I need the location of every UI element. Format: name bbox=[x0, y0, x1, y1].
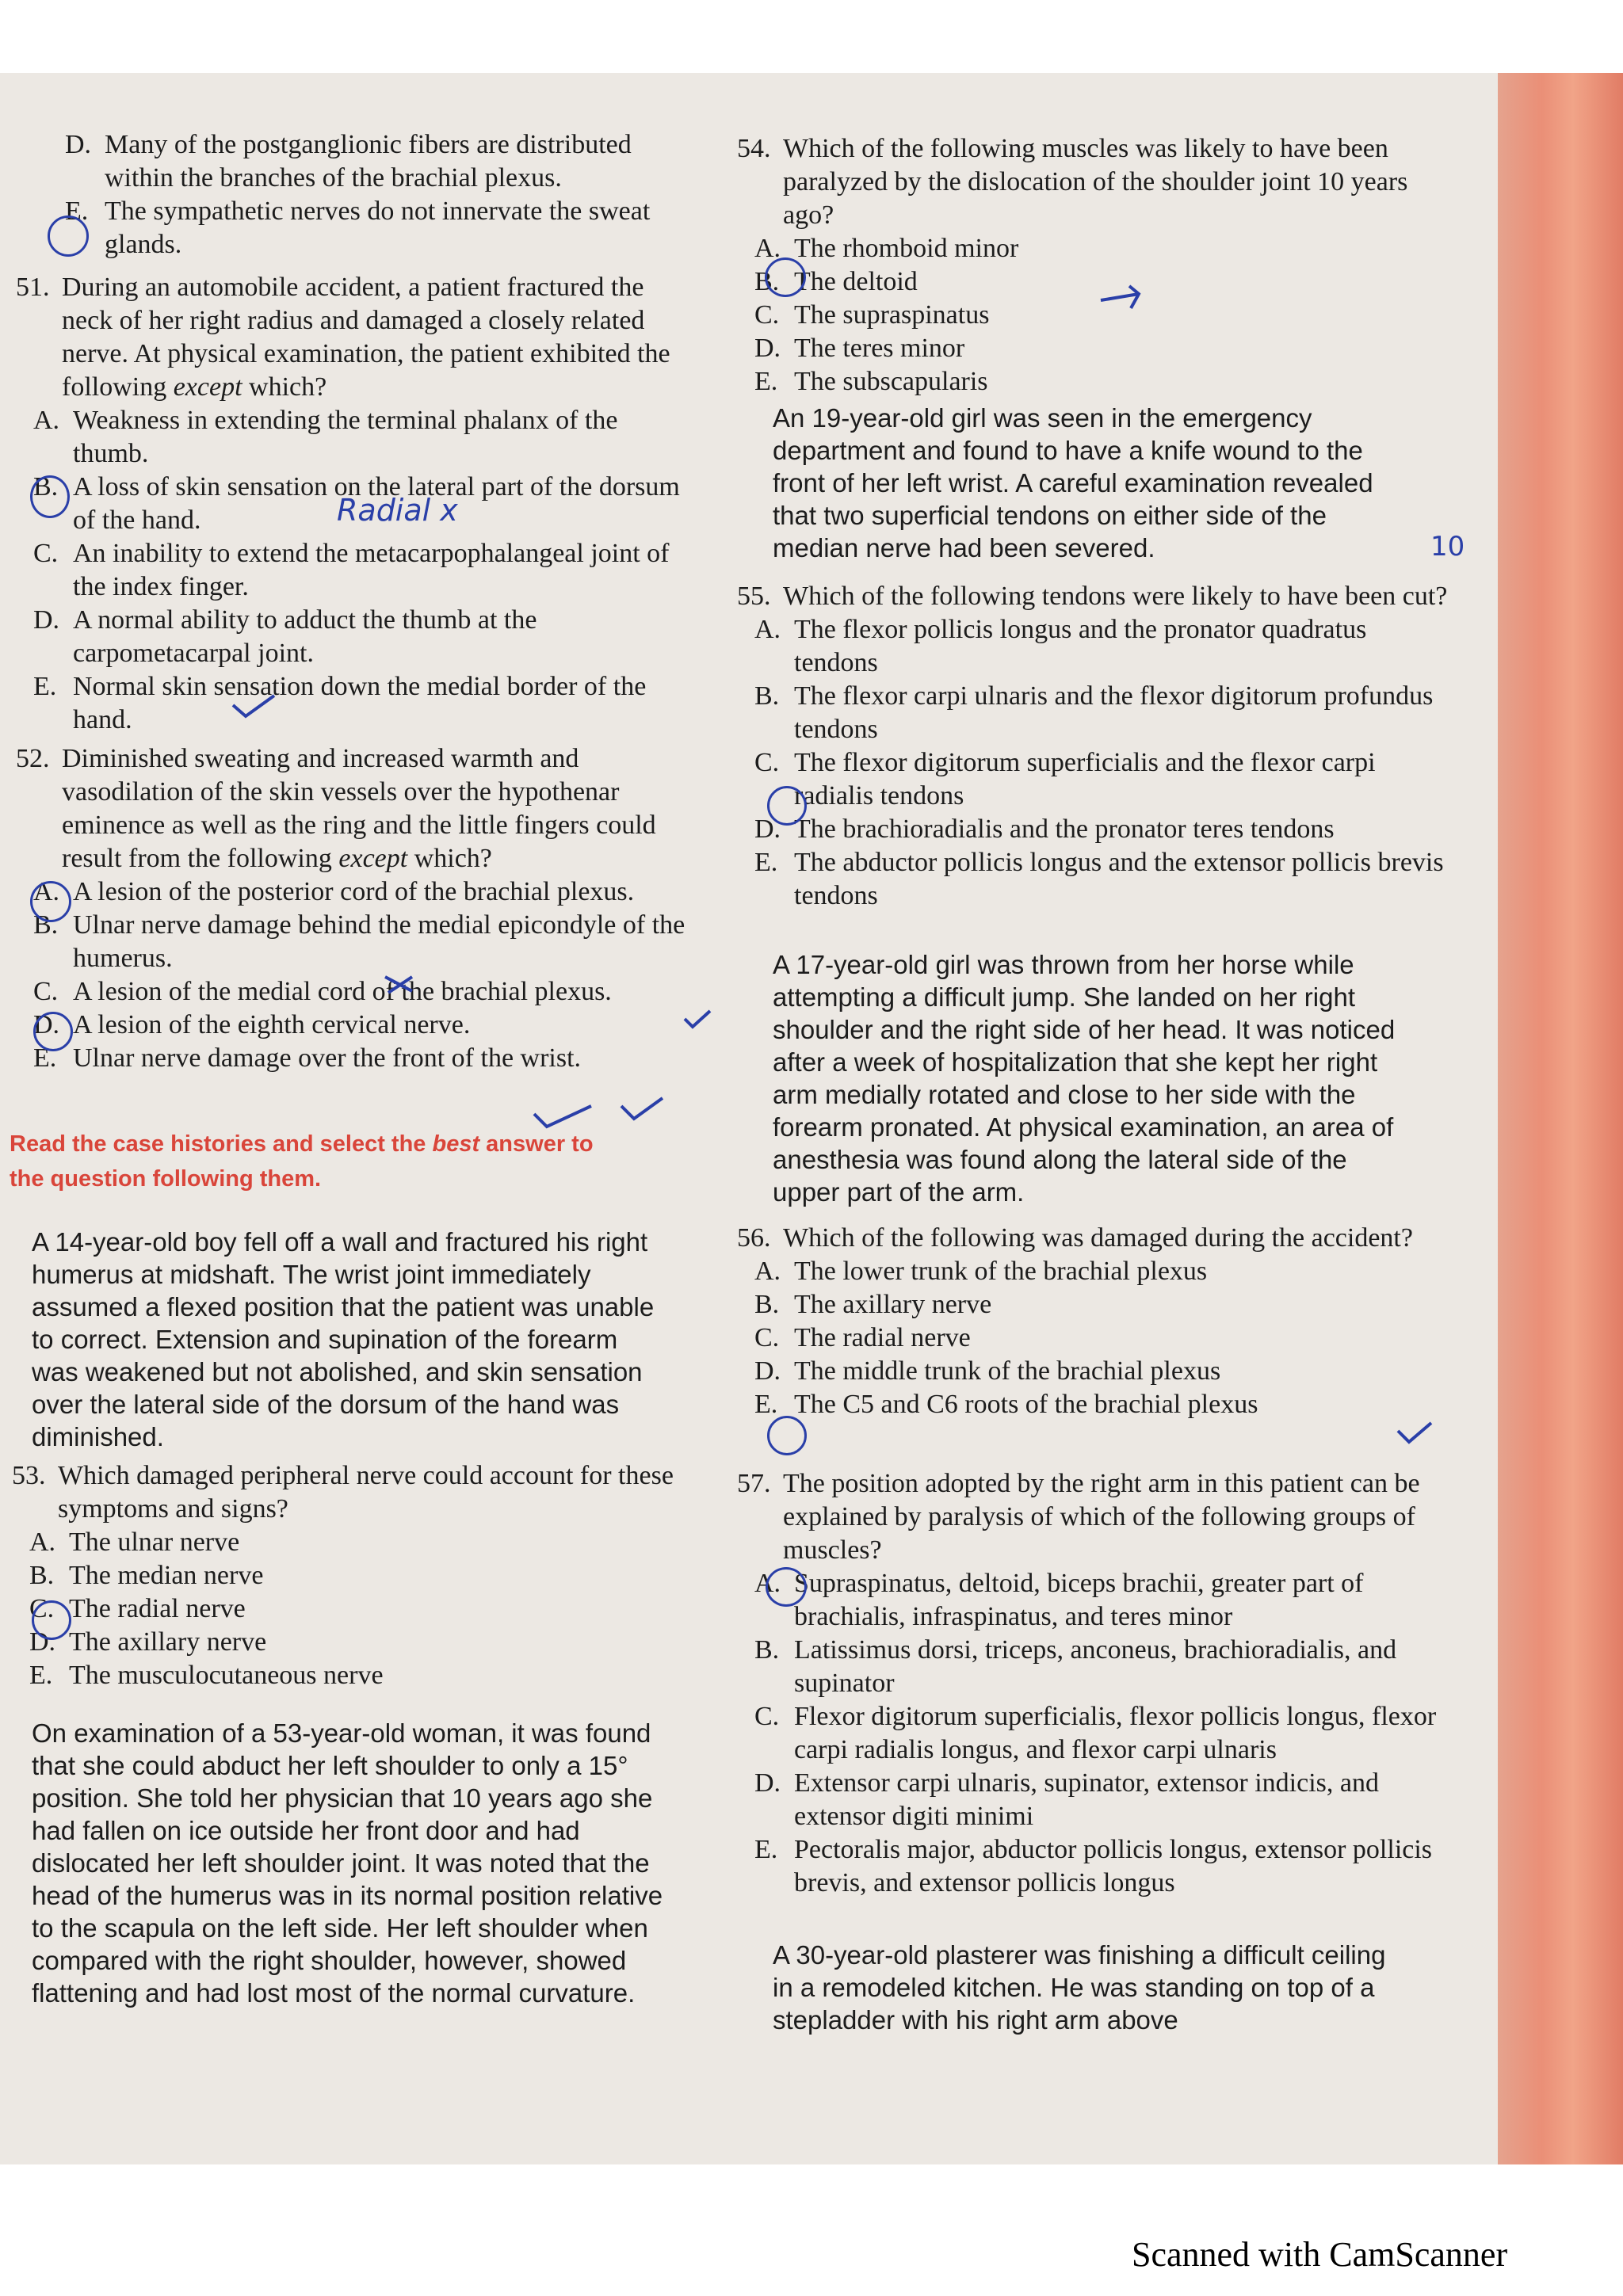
q51-option-c: C. An inability to extend the metacarpophalangeal joint of the index finger. bbox=[33, 539, 670, 601]
case-history-5: A 30-year-old plasterer was finishing a difficult ceiling in a remodeled kitchen. He was standing on top of a stepladder with his right arm above bbox=[773, 1940, 1386, 2035]
q54-option-c: C. The supraspinatus bbox=[754, 300, 990, 330]
check-mark-icon bbox=[618, 1095, 666, 1127]
q57-option-b: B. Latissimus dorsi, triceps, anconeus, brachioradialis, and supinator bbox=[754, 1635, 1397, 1698]
question-54-stem: Which of the following muscles was likely to have been paralyzed by the dislocation of the shoulder joint 10 years ago? bbox=[783, 134, 1408, 230]
case-history-4: A 17-year-old girl was thrown from her horse while attempting a difficult jump. She landed on her right shoulder and the right side of her head. It was noticed after a week of hospitalization that she kept her right arm medially rotated and close to her side with the forearm pronated. At physical examination, an area of anesthesia was found along the lateral side of the upper part of the arm. bbox=[773, 950, 1396, 1207]
check-mark-icon bbox=[1395, 1420, 1434, 1447]
q56-option-a: A. The lower trunk of the brachial plexus bbox=[754, 1257, 1208, 1286]
cross-mark-icon bbox=[380, 972, 420, 996]
q56-option-e: E. The C5 and C6 roots of the brachial plexus bbox=[754, 1390, 1258, 1419]
question-55: 55. Which of the following tendons were likely to have been cut? A. The flexor pollicis longus and the pronator quadratus tendons B. The flexor carpi ulnaris and the flexor digitorum profundus tendons C. The flexor digitorum superficialis and the flexor carpi radialis tendons D. The brachioradialis and the pronator teres tendons E. The abductor pollicis longus and the extensor pollicis brevis tendons bbox=[737, 580, 1450, 913]
handwritten-note-radial: Radial x bbox=[337, 493, 458, 528]
q51-option-a: A. Weakness in extending the terminal phalanx of the thumb. bbox=[33, 406, 618, 468]
scanned-page bbox=[0, 73, 1498, 2164]
q57-option-c: C. Flexor digitorum superficialis, flexor pollicis longus, flexor carpi radialis longus, and flexor carpi ulnaris bbox=[754, 1702, 1437, 1764]
question-57: 57. The position adopted by the right arm in this patient can be explained by paralysis of which of the following groups of muscles? A. Supraspinatus, deltoid, biceps brachii, greater part of brachialis, infraspinatus, and teres minor B. Latissimus dorsi, triceps, anconeus, brachioradialis, and supinator C. Flexor digitorum superficialis, flexor pollicis longus, flexor carpi radialis longus, and flexor carpi ulnaris D. Extensor carpi ulnaris, supinator, extensor indicis, and extensor digiti minimi E. Pectoralis major, abductor pollicis longus, extensor pollicis brevis, and extensor pollicis longus bbox=[737, 1467, 1450, 1900]
case-history-1: A 14-year-old boy fell off a wall and fractured his right humerus at midshaft. The wrist joint immediately assumed a flexed position that the patient was unable to correct. Extension and supination of the forearm was weakened but not abolished, and skin sensation over the lateral side of the dorsum of the hand was diminished. bbox=[32, 1227, 655, 1451]
question-56: 56. Which of the following was damaged during the accident? A. The lower trunk of the brachial plexus B. The axillary nerve C. The radial nerve D. The middle trunk of the brachial plexus E. The C5 and C6 roots of the brachial plexus bbox=[737, 1222, 1450, 1421]
q53-option-d: D. The axillary nerve bbox=[29, 1627, 267, 1657]
check-mark-icon bbox=[531, 1103, 594, 1135]
question-55-stem: Which of the following tendons were likely to have been cut? bbox=[783, 582, 1448, 611]
q54-option-e: E. The subscapularis bbox=[754, 367, 988, 396]
question-52-stem: Diminished sweating and increased warmth and vasodilation of the skin vessels over the hypothenar eminence as well as the ring and the little fingers could result from the following except which? bbox=[62, 744, 656, 873]
question-54: 54. Which of the following muscles was likely to have been paralyzed by the dislocation of the shoulder joint 10 years ago? A. The rhomboid minor B. The deltoid C. The supraspinatus D. The teres minor E. The subscapularis bbox=[737, 132, 1450, 399]
handwritten-margin-note: 10 bbox=[1430, 531, 1465, 563]
q57-option-e: E. Pectoralis major, abductor pollicis longus, extensor pollicis brevis, and extensor pollicis longus bbox=[754, 1835, 1433, 1897]
q52-option-c: C. A lesion of the medial cord of the brachial plexus. bbox=[33, 977, 612, 1006]
answer-circle-q52-c bbox=[33, 1012, 73, 1051]
answer-circle-q51 bbox=[30, 475, 70, 518]
q53-option-c: C. The radial nerve bbox=[29, 1594, 246, 1623]
q52-option-a: A. A lesion of the posterior cord of the brachial plexus. bbox=[33, 877, 635, 906]
q50-tail bbox=[48, 128, 682, 261]
q51-option-e: E. Normal skin sensation down the medial border of the hand. bbox=[33, 672, 647, 734]
answer-circle-q57 bbox=[766, 1567, 807, 1607]
book-page-edge bbox=[1498, 73, 1623, 2164]
q55-option-d: D. The brachioradialis and the pronator teres tendons bbox=[754, 814, 1335, 844]
answer-circle-q56 bbox=[767, 1416, 807, 1455]
question-53-stem: Which damaged peripheral nerve could account for these symptoms and signs? bbox=[58, 1461, 674, 1524]
q53-option-a: A. The ulnar nerve bbox=[29, 1527, 240, 1557]
case-history-3: An 19-year-old girl was seen in the emergency department and found to have a knife wound to the front of her left wrist. A careful examination revealed that two superficial tendons on either side of the median nerve had been severed. bbox=[773, 403, 1373, 563]
q50-option-d: D. Many of the postganglionic fibers are distributed within the branches of the brachial plexus. bbox=[65, 130, 632, 193]
check-mark-icon bbox=[682, 1008, 713, 1032]
question-51-stem: During an automobile accident, a patient fractured the neck of her right radius and damaged a closely related nerve. At physical examination, the patient exhibited the following except which? bbox=[62, 273, 670, 402]
q52-option-b: B. Ulnar nerve damage behind the medial epicondyle of the humerus. bbox=[33, 910, 685, 973]
q56-option-b: B. The axillary nerve bbox=[754, 1290, 992, 1319]
q53-option-e: E. The musculocutaneous nerve bbox=[29, 1661, 384, 1690]
q52-option-d: D. A lesion of the eighth cervical nerve. bbox=[33, 1010, 471, 1039]
q54-option-a: A. The rhomboid minor bbox=[754, 234, 1019, 263]
q56-option-d: D. The middle trunk of the brachial plexus bbox=[754, 1356, 1221, 1386]
question-56-stem: Which of the following was damaged during the accident? bbox=[783, 1223, 1413, 1253]
answer-circle-q52 bbox=[30, 881, 71, 922]
answer-circle-q50 bbox=[48, 215, 89, 257]
q57-option-a: A. Supraspinatus, deltoid, biceps brachii, greater part of brachialis, infraspinatus, and teres minor bbox=[754, 1569, 1364, 1631]
q57-option-d: D. Extensor carpi ulnaris, supinator, extensor indicis, and extensor digiti minimi bbox=[754, 1768, 1379, 1831]
q55-option-b: B. The flexor carpi ulnaris and the flexor digitorum profundus tendons bbox=[754, 681, 1434, 744]
q50-option-e: E. The sympathetic nerves do not innervate the sweat glands. bbox=[65, 196, 651, 259]
q55-option-e: E. The abductor pollicis longus and the extensor pollicis brevis tendons bbox=[754, 848, 1444, 910]
question-52: 52. Diminished sweating and increased warmth and vasodilation of the skin vessels over the hypothenar eminence as well as the ring and the little fingers could result from the following except which? A. A lesion of the posterior cord of the brachial plexus. B. Ulnar nerve damage behind the medial epicondyle of the humerus. C. A lesion of the medial cord of the brachial plexus. D. A lesion of the eighth cervical nerve. E. Ulnar nerve damage over the front of the wrist. bbox=[16, 742, 685, 1075]
q52-option-e: E. Ulnar nerve damage over the front of the wrist. bbox=[33, 1043, 582, 1073]
q53-option-b: B. The median nerve bbox=[29, 1561, 264, 1590]
section-instruction: Read the case histories and select the best answer to the question following them. bbox=[10, 1131, 594, 1192]
answer-circle-q54 bbox=[765, 257, 806, 297]
q56-option-c: C. The radial nerve bbox=[754, 1323, 971, 1352]
q54-option-d: D. The teres minor bbox=[754, 334, 965, 363]
q51-option-b: B. A loss of skin sensation on the lateral part of the dorsum of the hand. bbox=[33, 472, 680, 535]
case-history-2: On examination of a 53-year-old woman, it was found that she could abduct her left shoulder to only a 15° position. She told her physician that 10 years ago she had fallen on ice outside her front door and had dislocated her left shoulder joint. It was noted that the head of the humerus was in its normal position relative to the scapula on the left side. Her left shoulder when compared with the right shoulder, however, showed flattening and had lost most of the normal curvature. bbox=[32, 1718, 663, 2008]
question-53: 53. Which damaged peripheral nerve could account for these symptoms and signs? A. The ulnar nerve B. The median nerve C. The radial nerve D. The axillary nerve E. The musculocutaneous nerve bbox=[12, 1459, 685, 1692]
answer-circle-q55 bbox=[767, 786, 807, 826]
arrow-mark-icon bbox=[1098, 283, 1145, 315]
q55-option-a: A. The flexor pollicis longus and the pronator quadratus tendons bbox=[754, 615, 1367, 677]
question-57-stem: The position adopted by the right arm in this patient can be explained by paralysis of which of the following groups of muscles? bbox=[783, 1469, 1420, 1565]
q55-option-c: C. The flexor digitorum superficialis and the flexor carpi radialis tendons bbox=[754, 748, 1376, 810]
question-51: 51. During an automobile accident, a patient fractured the neck of her right radius and damaged a closely related nerve. At physical examination, the patient exhibited the following except which? A. Weakness in extending the terminal phalanx of the thumb. B. A loss of skin sensation on the lateral part of the dorsum of the hand. C. An inability to extend the metacarpophalangeal joint of the index finger. D. A normal ability to adduct the thumb at the carpometacarpal joint. E. Normal skin sensation down the medial border of the hand. bbox=[16, 271, 685, 737]
scanner-watermark: Scanned with CamScanner bbox=[1132, 2235, 1508, 2274]
q51-option-d: D. A normal ability to adduct the thumb at the carpometacarpal joint. bbox=[33, 605, 537, 668]
check-mark-icon bbox=[230, 691, 277, 723]
q54-option-b: B. The deltoid bbox=[754, 267, 918, 296]
answer-circle-q53 bbox=[32, 1600, 71, 1640]
